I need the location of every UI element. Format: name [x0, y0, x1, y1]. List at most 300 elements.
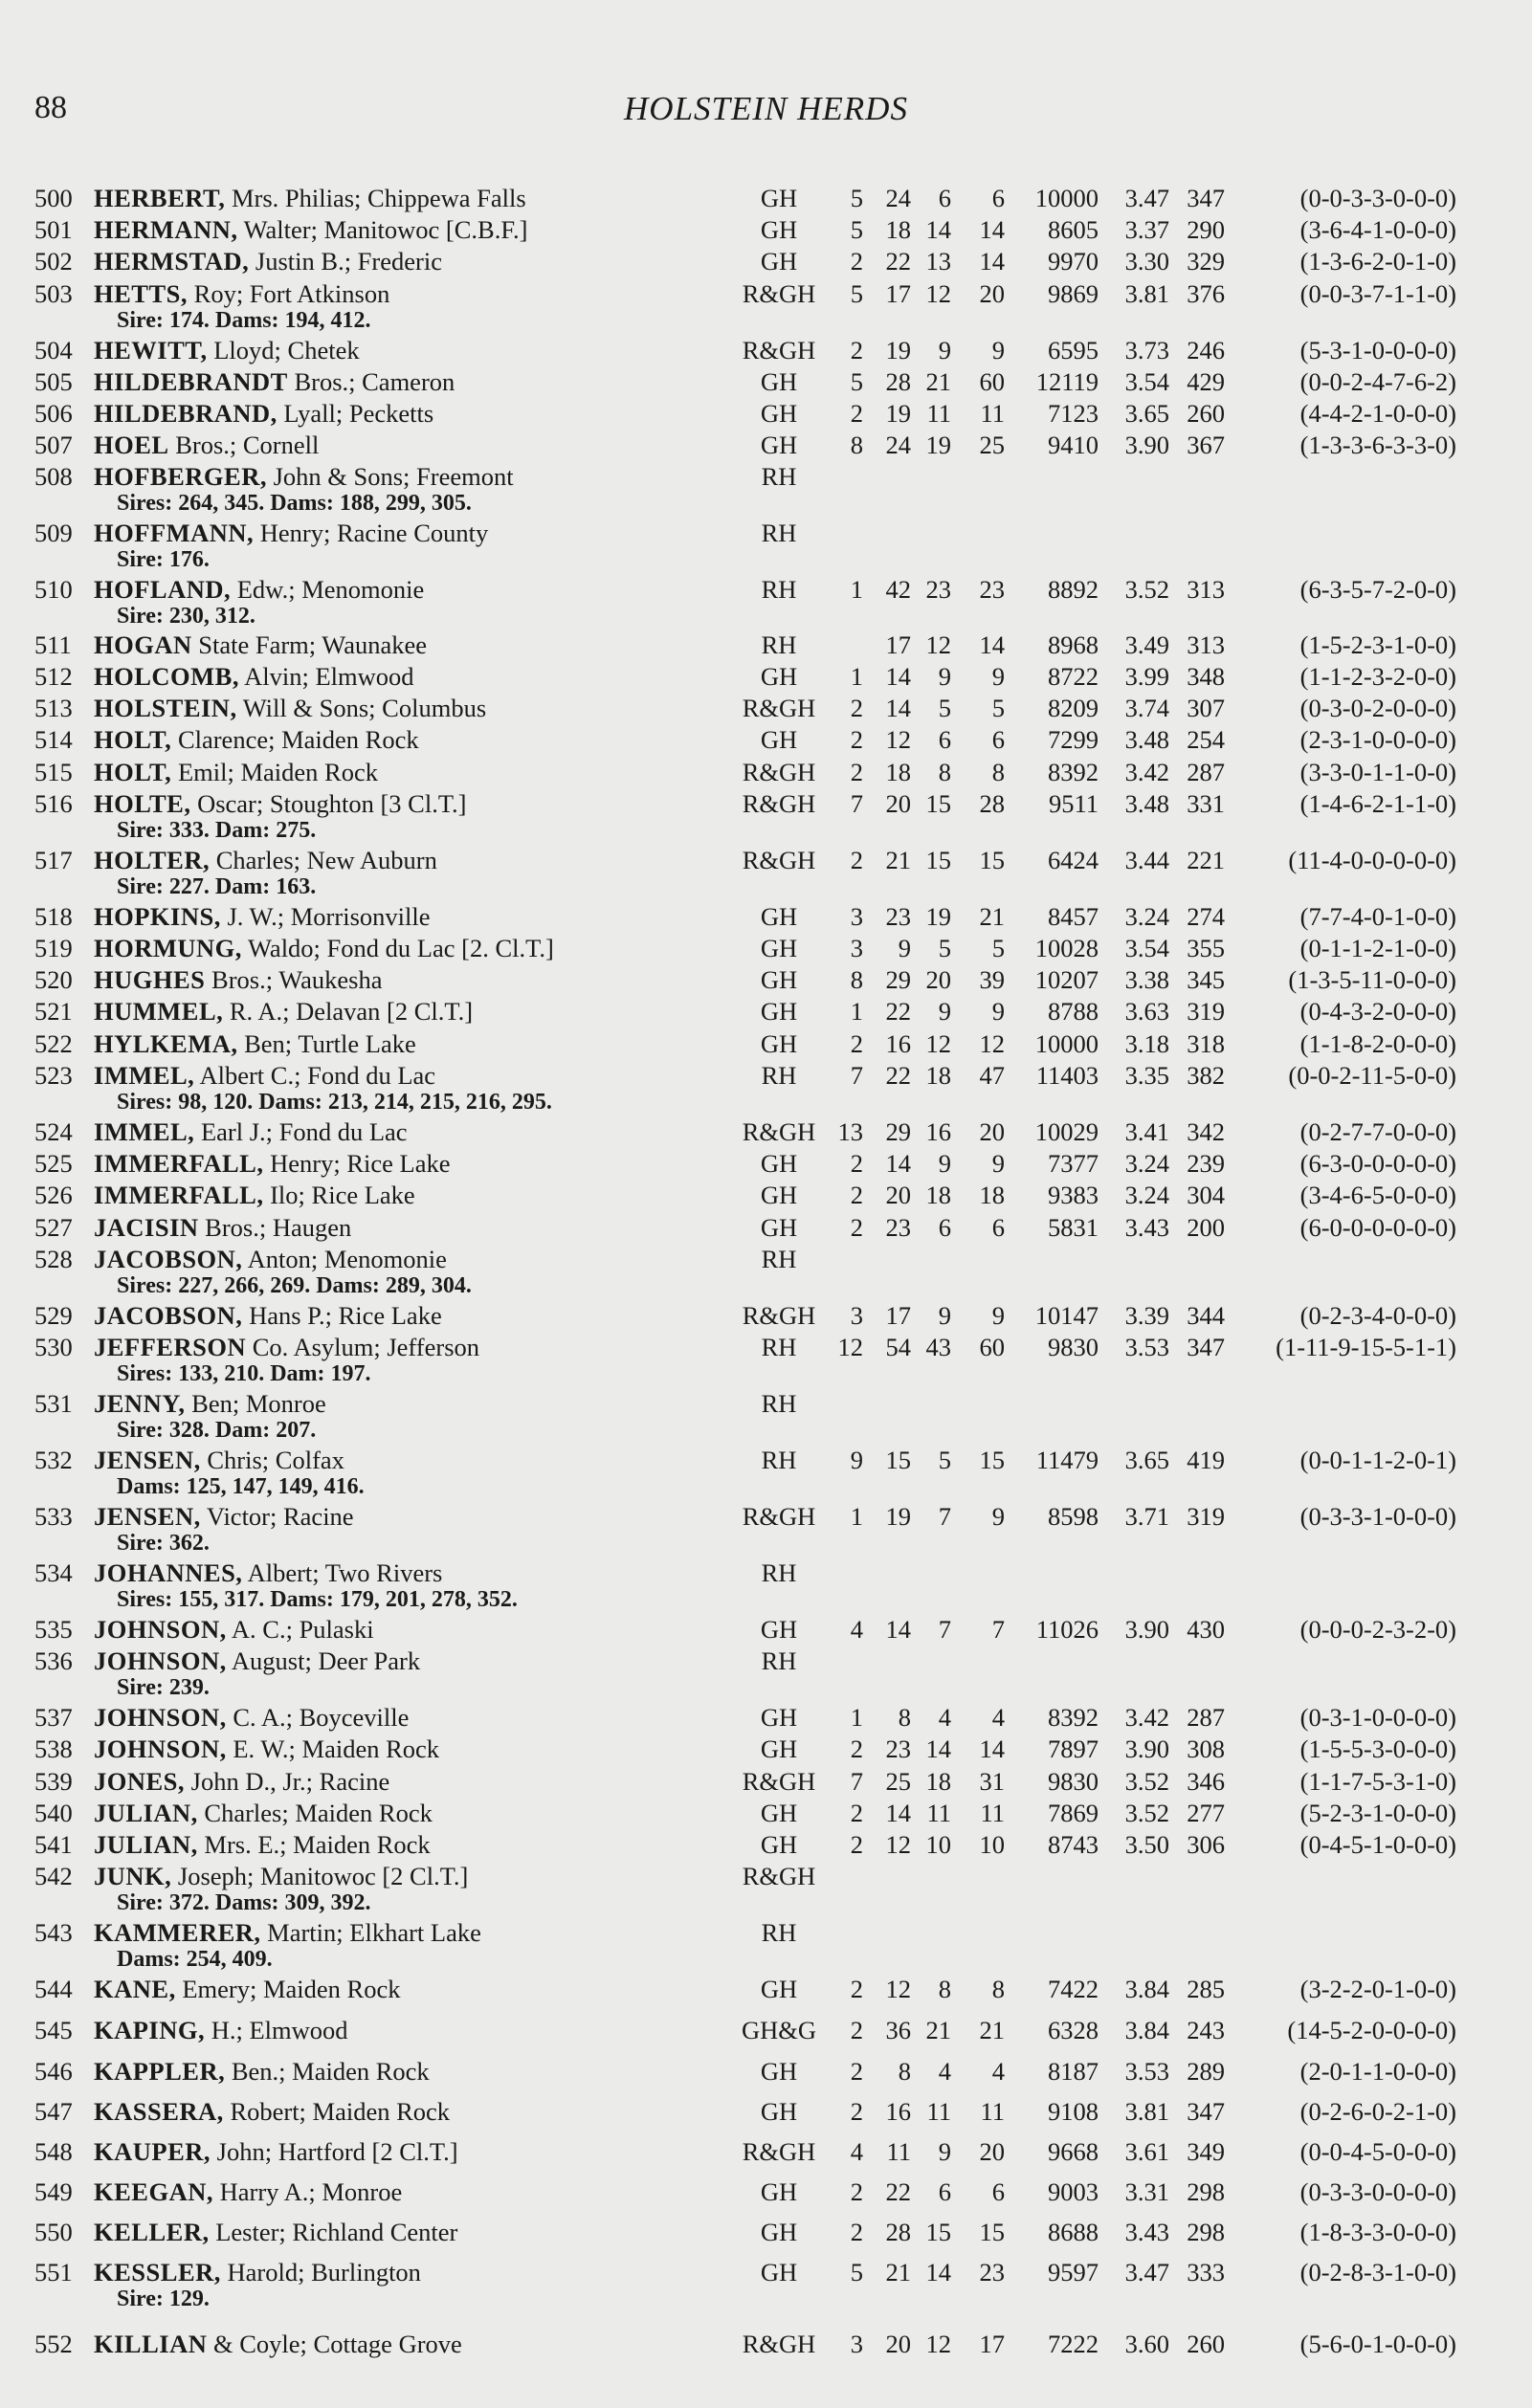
col-milk: 9003: [1048, 2177, 1099, 2206]
owner-name: [94, 247, 442, 276]
entry-number: 545: [34, 2016, 73, 2044]
entry-number: 526: [34, 1181, 73, 1209]
page-number: 88: [34, 90, 67, 125]
owner-details: Walter; Manitowoc [C.B.F.]: [237, 215, 528, 244]
col-c3: 4: [938, 2057, 951, 2086]
herd-entry: [0, 1245, 1532, 1302]
col-c2: 16: [885, 1029, 911, 1058]
owner-surname: HOPKINS,: [94, 902, 221, 931]
col-milk: 8457: [1048, 902, 1099, 931]
col-c1: 2: [850, 1213, 863, 1242]
col-c2: 29: [885, 1117, 911, 1146]
col-dist: (0-2-8-3-1-0-0): [1299, 2258, 1456, 2286]
col-fat: 3.47: [1124, 184, 1169, 212]
entry-number: 534: [34, 1558, 73, 1587]
sire-dam-line: Sires: 227, 266, 269. Dams: 289, 304.: [117, 1273, 472, 1298]
col-fat: 3.74: [1124, 694, 1169, 722]
col-c2: 19: [885, 336, 911, 365]
col-code: R&GH: [742, 1502, 816, 1531]
col-code: GH: [760, 997, 798, 1026]
col-fat: 3.54: [1124, 934, 1169, 962]
col-c1: 5: [850, 184, 863, 212]
col-c1: 2: [850, 336, 863, 365]
col-milk: 6424: [1048, 846, 1099, 874]
entry-number: 546: [34, 2057, 73, 2086]
col-c3: 8: [938, 758, 951, 786]
col-lbs: 349: [1187, 2137, 1225, 2166]
col-dist: (0-2-6-0-2-1-0): [1299, 2097, 1456, 2126]
col-code: RH: [761, 1918, 797, 1947]
entry-number: 541: [34, 1830, 73, 1859]
col-dist: (0-0-3-7-1-1-0): [1299, 279, 1456, 308]
owner-details: H.; Elmwood: [205, 2016, 348, 2044]
col-c1: 5: [850, 215, 863, 244]
col-dist: (2-3-1-0-0-0-0): [1299, 725, 1456, 754]
entry-number: 532: [34, 1446, 73, 1474]
owner-surname: JENSEN,: [94, 1446, 201, 1474]
col-c4: 5: [991, 934, 1005, 962]
col-fat: 3.84: [1124, 1975, 1169, 2003]
owner-surname: KAUPER,: [94, 2137, 211, 2166]
entry-number: 519: [34, 934, 73, 962]
col-code: GH: [760, 1029, 798, 1058]
owner-surname: HILDEBRAND,: [94, 399, 278, 428]
col-dist: (5-6-0-1-0-0-0): [1299, 2330, 1456, 2358]
col-fat: 3.24: [1124, 1181, 1169, 1209]
col-c3: 23: [925, 575, 951, 604]
entry-number: 506: [34, 399, 73, 428]
owner-name: [94, 1181, 415, 1209]
owner-details: & Coyle; Cottage Grove: [207, 2330, 462, 2358]
col-lbs: 382: [1187, 1061, 1225, 1090]
col-c3: 11: [926, 399, 951, 428]
col-c1: 2: [850, 2097, 863, 2126]
col-code: GH: [760, 1734, 798, 1763]
col-dist: (2-0-1-1-0-0-0): [1299, 2057, 1456, 2086]
col-milk: 9410: [1048, 431, 1099, 459]
owner-name: [94, 215, 527, 244]
col-c1: 8: [850, 965, 863, 994]
col-c2: 28: [885, 367, 911, 396]
col-dist: (0-0-3-3-0-0-0): [1299, 184, 1456, 212]
col-lbs: 333: [1187, 2258, 1225, 2286]
col-c4: 14: [979, 630, 1005, 659]
owner-name: [94, 2258, 421, 2286]
owner-surname: IMMERFALL,: [94, 1181, 264, 1209]
col-dist: (1-3-3-6-3-3-0): [1299, 431, 1456, 459]
owner-surname: HEWITT,: [94, 336, 208, 365]
entry-number: 514: [34, 725, 73, 754]
col-fat: 3.39: [1124, 1301, 1169, 1330]
col-c2: 14: [885, 1799, 911, 1827]
col-dist: (6-3-0-0-0-0-0): [1299, 1149, 1456, 1178]
owner-details: Lyall; Pecketts: [277, 399, 434, 428]
col-fat: 3.61: [1124, 2137, 1169, 2166]
col-c1: 2: [850, 1149, 863, 1178]
col-c2: 25: [885, 1767, 911, 1796]
col-c1: 8: [850, 431, 863, 459]
col-code: R&GH: [742, 2137, 816, 2166]
owner-name: [94, 1502, 354, 1531]
col-fat: 3.43: [1124, 2218, 1169, 2246]
col-fat: 3.35: [1124, 1061, 1169, 1090]
col-c2: 24: [885, 184, 911, 212]
col-lbs: 307: [1187, 694, 1225, 722]
owner-details: Chris; Colfax: [200, 1446, 344, 1474]
col-milk: 6595: [1048, 336, 1099, 365]
col-lbs: 319: [1187, 1502, 1225, 1531]
owner-surname: KANE,: [94, 1975, 176, 2003]
herd-entry: [0, 1646, 1532, 1704]
herd-entry: [0, 462, 1532, 519]
col-lbs: 347: [1187, 184, 1225, 212]
owner-name: [94, 519, 488, 547]
col-c4: 9: [991, 662, 1005, 691]
col-c2: 9: [898, 934, 911, 962]
entry-number: 547: [34, 2097, 73, 2126]
col-c2: 22: [885, 2177, 911, 2206]
entry-number: 543: [34, 1918, 73, 1947]
col-c3: 6: [938, 2177, 951, 2206]
col-code: RH: [761, 1389, 797, 1418]
col-c3: 7: [938, 1502, 951, 1531]
owner-name: [94, 1830, 431, 1859]
entry-number: 540: [34, 1799, 73, 1827]
col-c3: 5: [938, 934, 951, 962]
col-c3: 15: [925, 789, 951, 818]
col-fat: 3.48: [1124, 789, 1169, 818]
col-milk: 10000: [1034, 184, 1099, 212]
owner-details: E. W.; Maiden Rock: [226, 1734, 440, 1763]
entry-number: 521: [34, 997, 73, 1026]
col-dist: (3-2-2-0-1-0-0): [1299, 1975, 1456, 2003]
owner-surname: IMMERFALL,: [94, 1149, 264, 1178]
col-c2: 15: [885, 1446, 911, 1474]
col-lbs: 313: [1187, 630, 1225, 659]
col-c1: 3: [850, 2330, 863, 2358]
col-c1: 2: [850, 1830, 863, 1859]
col-dist: (5-3-1-0-0-0-0): [1299, 336, 1456, 365]
col-code: RH: [761, 1245, 797, 1273]
col-fat: 3.65: [1124, 399, 1169, 428]
owner-name: [94, 336, 360, 365]
col-fat: 3.90: [1124, 1734, 1169, 1763]
col-milk: 9970: [1048, 247, 1099, 276]
owner-name: [94, 2057, 430, 2086]
col-c2: 20: [885, 2330, 911, 2358]
col-code: GH: [760, 2097, 798, 2126]
herd-entry: [0, 1061, 1532, 1118]
owner-details: Bros.; Haugen: [198, 1213, 352, 1242]
col-fat: 3.43: [1124, 1213, 1169, 1242]
herd-entry: [0, 1333, 1532, 1390]
owner-name: [94, 431, 319, 459]
col-c1: 2: [850, 399, 863, 428]
col-code: RH: [761, 519, 797, 547]
col-c3: 14: [925, 215, 951, 244]
col-lbs: 287: [1187, 758, 1225, 786]
col-milk: 8788: [1048, 997, 1099, 1026]
col-code: R&GH: [742, 1117, 816, 1146]
col-dist: (0-3-0-2-0-0-0): [1299, 694, 1456, 722]
owner-details: Martin; Elkhart Lake: [260, 1918, 481, 1947]
owner-surname: JOHNSON,: [94, 1703, 227, 1732]
herd-entry: [0, 1558, 1532, 1616]
owner-name: [94, 725, 419, 754]
owner-surname: JOHANNES,: [94, 1558, 243, 1587]
col-lbs: 355: [1187, 934, 1225, 962]
owner-details: Clarence; Maiden Rock: [171, 725, 419, 754]
col-c2: 21: [885, 2258, 911, 2286]
col-lbs: 346: [1187, 1767, 1225, 1796]
col-c2: 14: [885, 1615, 911, 1644]
col-code: GH: [760, 1149, 798, 1178]
col-milk: 8598: [1048, 1502, 1099, 1531]
col-code: GH: [760, 184, 798, 212]
owner-surname: HORMUNG,: [94, 934, 242, 962]
owner-surname: HOLT,: [94, 758, 172, 786]
col-code: GH: [760, 2258, 798, 2286]
owner-surname: HERMSTAD,: [94, 247, 250, 276]
entry-number: 528: [34, 1245, 73, 1273]
col-c1: 2: [850, 2057, 863, 2086]
col-code: RH: [761, 1333, 797, 1361]
col-fat: 3.52: [1124, 1767, 1169, 1796]
owner-name: [94, 1117, 408, 1146]
entry-number: 509: [34, 519, 73, 547]
col-c2: 8: [898, 2057, 911, 2086]
owner-details: Lloyd; Chetek: [207, 336, 360, 365]
col-milk: 8892: [1048, 575, 1099, 604]
col-fat: 3.38: [1124, 965, 1169, 994]
col-c4: 9: [991, 997, 1005, 1026]
owner-name: [94, 1703, 409, 1732]
owner-surname: HERMANN,: [94, 215, 238, 244]
col-code: RH: [761, 1446, 797, 1474]
col-milk: 11403: [1035, 1061, 1099, 1090]
col-fat: 3.53: [1124, 2057, 1169, 2086]
owner-surname: HUMMEL,: [94, 997, 224, 1026]
owner-details: Earl J.; Fond du Lac: [194, 1117, 408, 1146]
entry-number: 524: [34, 1117, 73, 1146]
col-code: RH: [761, 575, 797, 604]
col-c3: 15: [925, 846, 951, 874]
col-lbs: 243: [1187, 2016, 1225, 2044]
col-lbs: 347: [1187, 1333, 1225, 1361]
col-fat: 3.50: [1124, 1830, 1169, 1859]
col-fat: 3.63: [1124, 997, 1169, 1026]
owner-name: [94, 184, 526, 212]
owner-surname: HOLTER,: [94, 846, 211, 874]
entry-number: 502: [34, 247, 73, 276]
col-c1: 1: [850, 575, 863, 604]
col-dist: (0-3-3-0-0-0-0): [1299, 2177, 1456, 2206]
col-code: RH: [761, 1061, 797, 1090]
col-c4: 21: [979, 2016, 1005, 2044]
sire-dam-line: Sire: 230, 312.: [117, 604, 255, 629]
col-dist: (0-0-1-1-2-0-1): [1299, 1446, 1456, 1474]
owner-surname: HOLSTEIN,: [94, 694, 237, 722]
owner-surname: HOLTE,: [94, 789, 191, 818]
col-c1: 2: [850, 694, 863, 722]
owner-name: [94, 575, 424, 604]
col-c4: 8: [991, 1975, 1005, 2003]
herd-entry: [0, 1502, 1532, 1559]
owner-details: Victor; Racine: [200, 1502, 354, 1531]
col-lbs: 348: [1187, 662, 1225, 691]
owner-name: [94, 1558, 442, 1587]
col-c4: 21: [979, 902, 1005, 931]
col-lbs: 419: [1187, 1446, 1225, 1474]
col-code: R&GH: [742, 1301, 816, 1330]
owner-details: Albert C.; Fond du Lac: [194, 1061, 436, 1090]
owner-surname: HOFBERGER,: [94, 462, 267, 491]
col-c4: 6: [991, 1213, 1005, 1242]
col-c1: 12: [837, 1333, 863, 1361]
col-c2: 42: [885, 575, 911, 604]
owner-name: [94, 1333, 479, 1361]
owner-details: Alvin; Elmwood: [238, 662, 414, 691]
col-c3: 14: [925, 1734, 951, 1763]
owner-name: [94, 934, 554, 962]
owner-surname: JACISIN: [94, 1213, 199, 1242]
owner-details: Waldo; Fond du Lac [2. Cl.T.]: [241, 934, 554, 962]
col-code: RH: [761, 1558, 797, 1587]
entry-number: 525: [34, 1149, 73, 1178]
entry-number: 527: [34, 1213, 73, 1242]
owner-details: Emery; Maiden Rock: [175, 1975, 401, 2003]
col-milk: 9869: [1048, 279, 1099, 308]
entry-number: 550: [34, 2218, 73, 2246]
col-c3: 4: [938, 1703, 951, 1732]
col-c4: 47: [979, 1061, 1005, 1090]
owner-details: Charles; New Auburn: [210, 846, 437, 874]
col-c2: 16: [885, 2097, 911, 2126]
col-code: R&GH: [742, 789, 816, 818]
owner-details: Ben.; Maiden Rock: [225, 2057, 430, 2086]
col-milk: 9511: [1048, 789, 1099, 818]
col-code: GH: [760, 431, 798, 459]
sire-dam-line: Sires: 133, 210. Dam: 197.: [117, 1361, 371, 1386]
owner-details: John; Hartford [2 Cl.T.]: [211, 2137, 458, 2166]
col-c2: 23: [885, 902, 911, 931]
owner-details: Co. Asylum; Jefferson: [246, 1333, 480, 1361]
owner-surname: KAPPLER,: [94, 2057, 226, 2086]
owner-surname: HILDEBRANDT: [94, 367, 288, 396]
col-c4: 25: [979, 431, 1005, 459]
owner-surname: KAPING,: [94, 2016, 206, 2044]
col-code: GH: [760, 1213, 798, 1242]
col-c3: 6: [938, 1213, 951, 1242]
col-c4: 6: [991, 725, 1005, 754]
col-c2: 20: [885, 789, 911, 818]
col-code: R&GH: [742, 1862, 816, 1890]
owner-details: Albert; Two Rivers: [242, 1558, 443, 1587]
col-code: RH: [761, 462, 797, 491]
col-c3: 12: [925, 630, 951, 659]
col-c2: 29: [885, 965, 911, 994]
col-c2: 8: [898, 1703, 911, 1732]
col-c1: 2: [850, 1181, 863, 1209]
col-fat: 3.90: [1124, 1615, 1169, 1644]
owner-name: [94, 630, 427, 659]
col-milk: 10028: [1034, 934, 1099, 962]
owner-name: [94, 1862, 468, 1890]
col-fat: 3.18: [1124, 1029, 1169, 1058]
col-milk: 5831: [1048, 1213, 1099, 1242]
col-c1: 1: [850, 1502, 863, 1531]
herd-entry: [0, 575, 1532, 632]
owner-details: Bros.; Cornell: [168, 431, 320, 459]
col-milk: 7222: [1048, 2330, 1099, 2358]
col-c2: 12: [885, 725, 911, 754]
owner-name: [94, 662, 414, 691]
col-lbs: 260: [1187, 399, 1225, 428]
col-code: R&GH: [742, 694, 816, 722]
entry-number: 518: [34, 902, 73, 931]
col-c3: 19: [925, 431, 951, 459]
col-fat: 3.37: [1124, 215, 1169, 244]
entry-number: 549: [34, 2177, 73, 2206]
owner-name: [94, 2137, 458, 2166]
col-code: R&GH: [742, 279, 816, 308]
owner-details: Emil; Maiden Rock: [171, 758, 378, 786]
col-c2: 19: [885, 399, 911, 428]
col-c3: 5: [938, 1446, 951, 1474]
col-c2: 14: [885, 694, 911, 722]
col-code: GH: [760, 247, 798, 276]
owner-name: [94, 1646, 420, 1675]
owner-surname: JEFFERSON: [94, 1333, 247, 1361]
col-c2: 20: [885, 1181, 911, 1209]
col-fat: 3.81: [1124, 279, 1169, 308]
col-c1: 2: [850, 2016, 863, 2044]
col-lbs: 246: [1187, 336, 1225, 365]
col-c2: 12: [885, 1830, 911, 1859]
entry-number: 529: [34, 1301, 73, 1330]
col-milk: 9597: [1048, 2258, 1099, 2286]
col-lbs: 429: [1187, 367, 1225, 396]
col-c2: 17: [885, 630, 911, 659]
owner-name: [94, 1245, 447, 1273]
col-c3: 19: [925, 902, 951, 931]
owner-name: [94, 997, 473, 1026]
col-fat: 3.30: [1124, 247, 1169, 276]
col-dist: (0-0-0-2-3-2-0): [1299, 1615, 1456, 1644]
col-lbs: 367: [1187, 431, 1225, 459]
col-milk: 6328: [1048, 2016, 1099, 2044]
col-fat: 3.49: [1124, 630, 1169, 659]
col-lbs: 345: [1187, 965, 1225, 994]
col-c2: 22: [885, 997, 911, 1026]
col-c4: 20: [979, 2137, 1005, 2166]
col-dist: (4-4-2-1-0-0-0): [1299, 399, 1456, 428]
col-lbs: 274: [1187, 902, 1225, 931]
col-lbs: 304: [1187, 1181, 1225, 1209]
owner-name: [94, 1918, 481, 1947]
col-fat: 3.52: [1124, 575, 1169, 604]
col-fat: 3.42: [1124, 758, 1169, 786]
col-fat: 3.42: [1124, 1703, 1169, 1732]
col-c4: 39: [979, 965, 1005, 994]
col-milk: 8187: [1048, 2057, 1099, 2086]
owner-surname: HOLCOMB,: [94, 662, 239, 691]
col-code: GH&G: [741, 2016, 817, 2044]
col-c1: 2: [850, 2177, 863, 2206]
owner-details: C. A.; Boyceville: [226, 1703, 410, 1732]
col-c1: 3: [850, 902, 863, 931]
col-milk: 8743: [1048, 1830, 1099, 1859]
